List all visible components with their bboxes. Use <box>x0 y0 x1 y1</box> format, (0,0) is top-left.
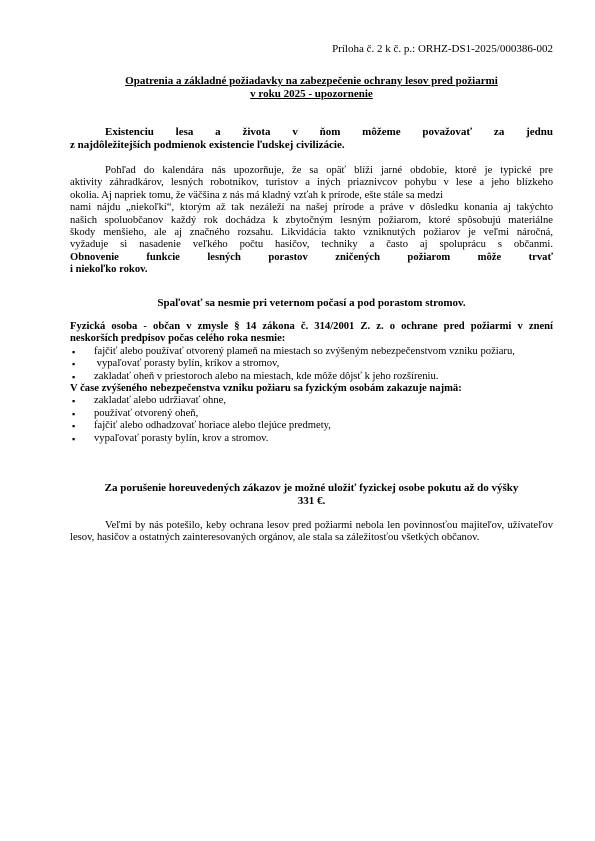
penalty-amount: 331 €. <box>297 495 326 507</box>
paragraph-line: Pohľad do kalendára nás upozorňuje, že sa opäť blíži jarné obdobie, ktoré je typické pre <box>105 165 553 176</box>
intro-line-1: Existenciu lesa a života v ňom môžeme považovať za jednu <box>105 126 553 138</box>
paragraph-line: vyžaduje si nasadenie veľkého počtu hasičov, techniky a často aj spoluprácu s občanmi. <box>70 239 553 251</box>
paragraph-line: nami nájdu „niekoľkí“, ktorým až tak nezáleží na našej prírode a práve v dôsledku konania aj takýchto <box>70 202 553 214</box>
section1-heading-line-1: Fyzická osoba - občan v zmysle § 14 zákona č. 314/2001 Z. z. o ochrane pred požiarmi v znení <box>70 321 553 332</box>
paragraph-bold-line-2: i niekoľko rokov. <box>70 264 148 276</box>
list-item: ▪ fajčiť alebo používať otvorený plameň na miestach so zvýšeným nebezpečenstvom vzniku požiaru, <box>70 346 553 358</box>
intro-paragraph <box>70 126 553 152</box>
document-reference: Príloha č. 2 k č. p.: ORHZ-DS1-2025/000386-002 <box>332 43 553 55</box>
paragraph-line: škody menšieho, ale aj značného rozsahu. Likvidácia takto vzniknutých požiarov je veľmi náročná, <box>70 227 553 239</box>
list-item: ▪ vypaľovať porasty bylín, kríkov a stromov, <box>70 358 553 370</box>
intro-line-2: z najdôležitejších podmienok existencie ľudskej civilizácie. <box>70 139 345 151</box>
title-line-2: v roku 2025 - upozornenie <box>250 88 373 100</box>
closing-paragraph: Veľmi by nás potešilo, keby ochrana lesov pred požiarmi nebola len povinnosťou majiteľov, užívateľov lesov, hasičov a ostatných zainteresovaných orgánov, ale stala sa záležitosťou všetkých občanov. <box>70 520 553 544</box>
main-paragraph <box>70 165 553 277</box>
paragraph-line: aktivity záhradkárov, lesných robotníkov, turistov a iných priaznivcov pohybu v lese a jeho blízkeho <box>70 177 553 189</box>
document-title <box>70 75 553 101</box>
section2-list <box>70 395 553 445</box>
penalty-line-1: Za porušenie horeuvedených zákazov je možné uložiť fyzickej osobe pokutu až do výšky <box>104 482 519 494</box>
title-line-1: Opatrenia a základné požiadavky na zabezpečenie ochrany lesov pred požiarmi <box>125 75 498 87</box>
paragraph-line: okolia. Aj napriek tomu, že väčšina z nás má kladný vzťah k prírode, ešte stále sa medzi <box>70 189 444 201</box>
section1-heading-line-2: neskorších predpisov počas celého roka nesmie: <box>70 333 286 345</box>
list-item: ▪ zakladať alebo udržiavať ohne, <box>70 395 553 407</box>
list-item: ▪ vypaľovať porasty bylín, krov a stromov. <box>70 433 553 445</box>
document-page <box>70 0 553 841</box>
prohibitions-section <box>70 321 553 445</box>
section1-list <box>70 346 553 383</box>
section2-heading: V čase zvýšeného nebezpečenstva vzniku požiaru sa fyzickým osobám zakazuje najmä: <box>70 383 462 395</box>
list-item: ▪ používať otvorený oheň, <box>70 408 553 420</box>
paragraph-bold-line-1: Obnovenie funkcie lesných porastov zničených požiarom môže trvať <box>70 251 553 263</box>
list-item: ▪ fajčiť alebo odhadzovať horiace alebo tlejúce predmety, <box>70 420 553 432</box>
burning-warning: Spaľovať sa nesmie pri veternom počasí a pod porastom stromov. <box>157 297 466 309</box>
paragraph-line: našich spoluobčanov každý rok dochádza k zbytočným lesným požiarom, ktoré spôsobujú materiálne <box>70 214 553 226</box>
penalty-notice <box>70 482 553 508</box>
list-item: ▪ zakladať oheň v priestoroch alebo na miestach, kde môže dôjsť k jeho rozšíreniu. <box>70 371 553 383</box>
